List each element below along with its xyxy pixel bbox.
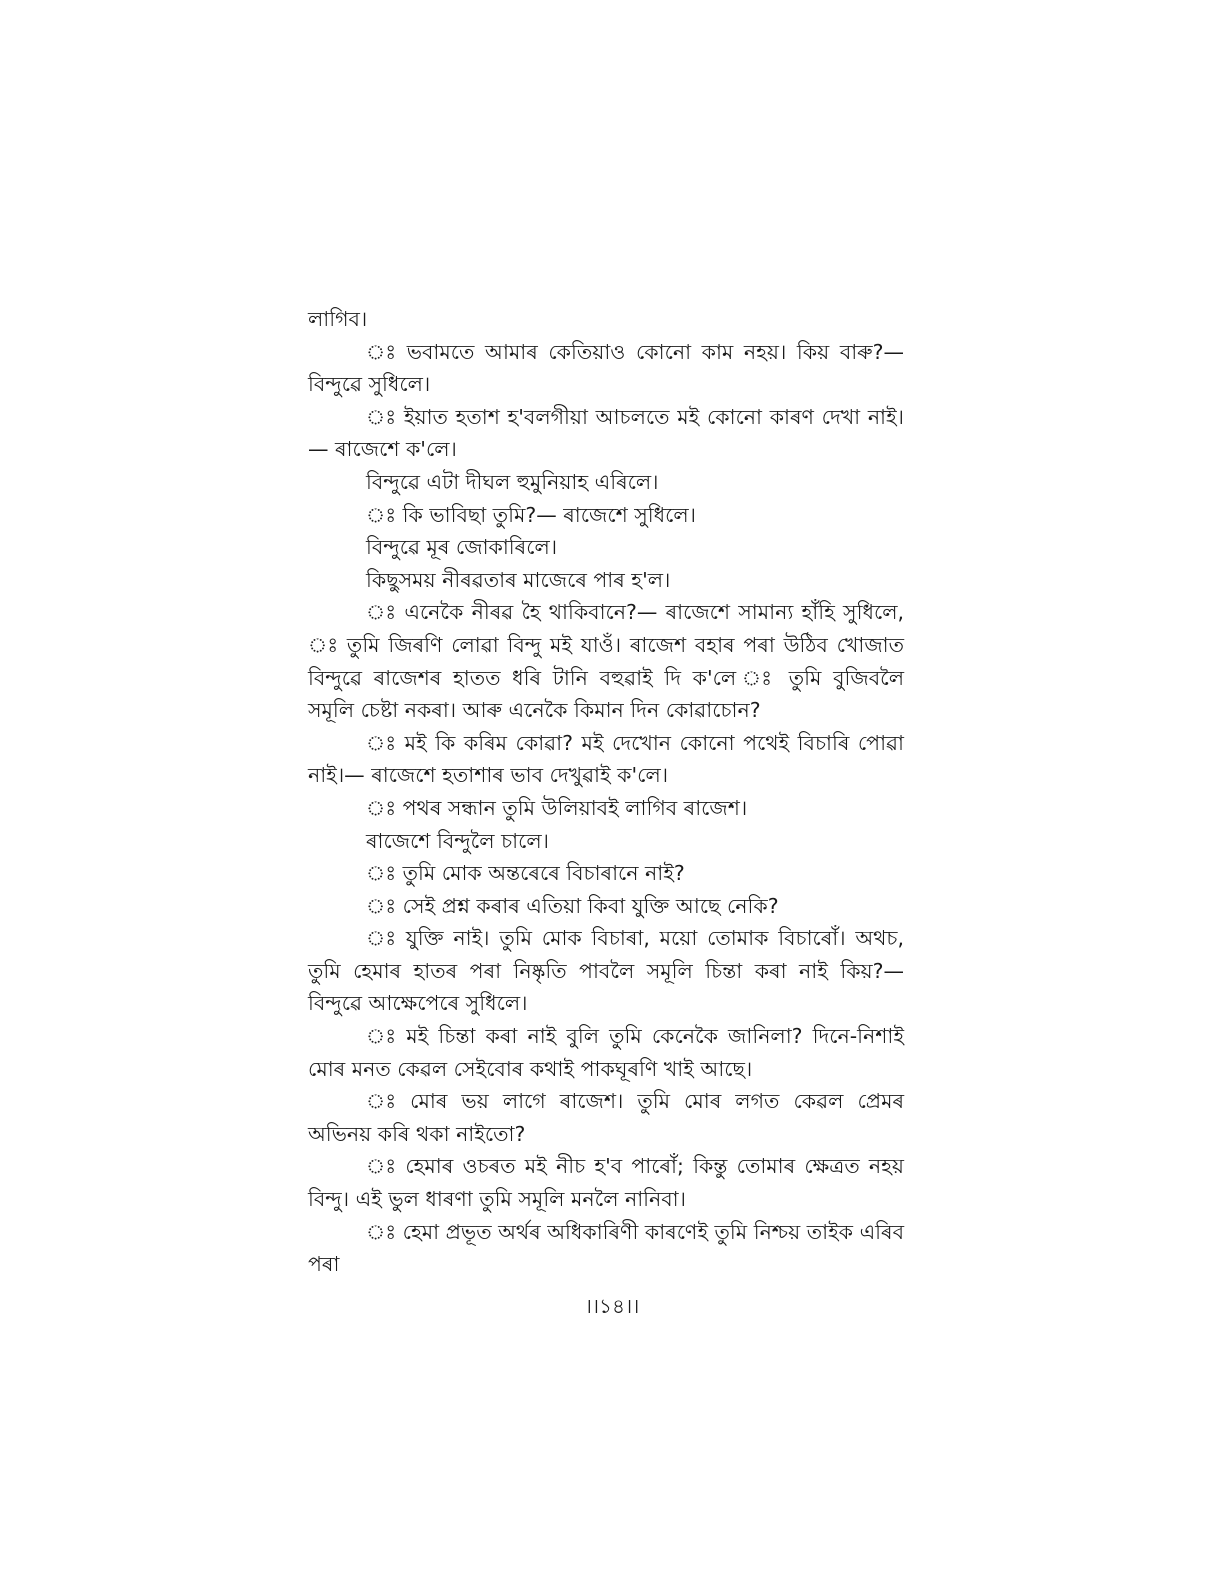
paragraph: বিন্দুৱে মূৰ জোকাৰিলে। [366,535,558,560]
paragraph: ঃ এনেকৈ নীৰৱ হৈ থাকিবানে?— ৰাজেশে সামান্য হাঁহি সুধিলে, ঃ তুমি জিৰণি লোৱা বিন্দু মই যাওঁ। ৰাজেশ বহাৰ পৰা উঠিব খোজাত বিন্দুৱে ৰাজেশৰ হাতত ধৰি টানি বহুৱাই দি ক'লে ঃ তুমি বুজিবলৈ সমূলি চেষ্টা নকৰা। আৰু এনেকৈ কিমান দিন কোৱাচোন? [308,600,904,723]
paragraph: ঃ মোৰ ভয় লাগে ৰাজেশ। তুমি মোৰ লগত কেৱল প্ৰেমৰ অভিনয় কৰি থকা নাইতো? [308,1089,904,1146]
paragraph: ঃ কি ভাবিছা তুমি?— ৰাজেশে সুধিলে। [366,502,696,527]
paragraph: বিন্দুৱে এটা দীঘল হুমুনিয়াহ এৰিলে। [366,469,659,494]
paragraph: ঃ ভবামতে আমাৰ কেতিয়াও কোনো কাম নহয়। কিয় বাৰু?— বিন্দুৱে সুধিলে। [308,339,904,397]
page-body [308,303,904,1281]
paragraph: ঃ সেই প্ৰশ্ন কৰাৰ এতিয়া কিবা যুক্তি আছে নেকি? [366,893,779,918]
paragraph: ঃ হেমাৰ ওচৰত মই নীচ হ'ব পাৰোঁ; কিন্তু তোমাৰ ক্ষেত্ৰত নহয় বিন্দু। এই ভুল ধাৰণা তুমি সমূলি মনলৈ নানিবা। [308,1154,904,1212]
paragraph: কিছুসময় নীৰৱতাৰ মাজেৰে পাৰ হ'ল। [366,567,671,592]
paragraph: ঃ ইয়াত হতাশ হ'বলগীয়া আচলতে মই কোনো কাৰণ দেখা নাই।— ৰাজেশে ক'লে। [308,404,904,462]
paragraph: ঃ তুমি মোক অন্তৰেৰে বিচাৰানে নাই? [366,861,685,886]
paragraph: ঃ যুক্তি নাই। তুমি মোক বিচাৰা, ময়ো তোমাক বিচাৰোঁ। অথচ, তুমি হেমাৰ হাতৰ পৰা নিষ্কৃতি পাবলৈ সমূলি চিন্তা কৰা নাই কিয়?— বিন্দুৱে আক্ষেপেৰে সুধিলে। [308,926,904,1016]
page-number: ।।১৪।। [584,1294,640,1318]
paragraph: ঃ মই চিন্তা কৰা নাই বুলি তুমি কেনেকৈ জানিলা? দিনে-নিশাই মোৰ মনত কেৱল সেইবোৰ কথাই পাকঘূৰণি খাই আছে। [308,1024,904,1081]
paragraph: ঃ হেমা প্ৰভূত অৰ্থৰ অধিকাৰিণী কাৰণেই তুমি নিশ্চয় তাইক এৰিব পৰা [308,1219,904,1277]
paragraph: ৰাজেশে বিন্দুলৈ চালে। [366,828,549,853]
paragraph: ঃ মই কি কৰিম কোৱা? মই দেখোন কোনো পথেই বিচাৰি পোৱা নাই।— ৰাজেশে হতাশাৰ ভাব দেখুৱাই ক'লে। [308,730,904,788]
paragraph: ঃ পথৰ সন্ধান তুমি উলিয়াবই লাগিব ৰাজেশ। [366,795,748,820]
paragraph: লাগিব। [308,307,368,331]
